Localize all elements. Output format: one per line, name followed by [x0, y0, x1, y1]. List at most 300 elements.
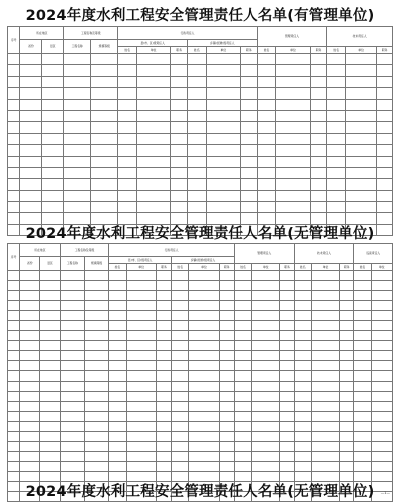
table-cell [234, 411, 251, 421]
table-cell [257, 54, 276, 65]
table-cell [234, 301, 251, 311]
table-cell [294, 371, 311, 381]
table-cell [346, 122, 377, 133]
table-cell [20, 291, 40, 301]
table-cell [84, 451, 108, 461]
table-cell [280, 271, 294, 281]
table-cell [327, 54, 346, 65]
table-cell [91, 133, 118, 144]
table-cell [60, 311, 84, 321]
table-row [8, 76, 393, 87]
table-cell [126, 371, 156, 381]
table-cell [137, 122, 171, 133]
table-cell [171, 156, 188, 167]
table-cell [346, 65, 377, 76]
table-cell [219, 331, 234, 341]
table-cell [109, 431, 126, 441]
table-cell [171, 133, 188, 144]
table-cell [371, 421, 392, 431]
table-row [8, 411, 393, 421]
table-cell [280, 361, 294, 371]
table-cell [60, 271, 84, 281]
table-cell [327, 99, 346, 110]
table-row [8, 65, 393, 76]
table-cell [311, 351, 339, 361]
table-cell [60, 361, 84, 371]
table-cell [171, 145, 188, 156]
table-cell [187, 145, 206, 156]
table-cell [234, 281, 251, 291]
table-cell [377, 190, 393, 201]
table-cell [84, 281, 108, 291]
table-cell [118, 88, 137, 99]
table-cell [346, 167, 377, 178]
table-cell [234, 381, 251, 391]
header-admin-group: 行政责任人 [118, 27, 257, 40]
table-cell [64, 99, 91, 110]
table-cell [91, 179, 118, 190]
table-cell [311, 371, 339, 381]
table-cell [109, 351, 126, 361]
table-cell [64, 65, 91, 76]
table-cell [64, 179, 91, 190]
table-cell [8, 291, 20, 301]
table-row [8, 156, 393, 167]
table-cell [276, 54, 310, 65]
table-cell [42, 99, 64, 110]
table-cell [276, 133, 310, 144]
table-cell [371, 391, 392, 401]
header-unit: 单位 [311, 264, 339, 271]
header-unit: 单位 [189, 264, 219, 271]
table-cell [109, 271, 126, 281]
table-cell [42, 156, 64, 167]
table-cell [346, 54, 377, 65]
table-cell [40, 441, 60, 451]
table-cell [91, 122, 118, 133]
table-cell [109, 321, 126, 331]
table-cell [280, 381, 294, 391]
table-cell [234, 271, 251, 281]
table-cell [20, 202, 42, 213]
table-cell [84, 331, 108, 341]
table-row [8, 301, 393, 311]
table-cell [60, 341, 84, 351]
table-cell [257, 122, 276, 133]
table-cell [189, 441, 219, 451]
table-cell [276, 190, 310, 201]
table-cell [118, 179, 137, 190]
table-cell [20, 156, 42, 167]
table-cell [126, 461, 156, 471]
table-cell [234, 331, 251, 341]
table-cell [219, 271, 234, 281]
table-cell [219, 441, 234, 451]
table-cell [311, 381, 339, 391]
table-cell [20, 271, 40, 281]
table-cell [189, 361, 219, 371]
table-cell [20, 65, 42, 76]
table-cell [84, 301, 108, 311]
table-cell [171, 190, 188, 201]
table-cell [241, 99, 258, 110]
table-cell [354, 371, 371, 381]
table-cell [20, 311, 40, 321]
table-cell [310, 54, 327, 65]
table-cell [280, 411, 294, 421]
table-cell [377, 122, 393, 133]
table-cell [346, 145, 377, 156]
table-cell [109, 461, 126, 471]
table-cell [371, 361, 392, 371]
section2-table [7, 243, 393, 502]
table-cell [257, 76, 276, 87]
table-cell [8, 202, 20, 213]
table-cell [20, 371, 40, 381]
table-cell [60, 381, 84, 391]
table-cell [156, 311, 171, 321]
table-cell [377, 156, 393, 167]
table-cell [294, 301, 311, 311]
table-cell [109, 381, 126, 391]
table-cell [327, 110, 346, 121]
table-cell [206, 179, 240, 190]
table-cell [340, 351, 354, 361]
table-cell [346, 110, 377, 121]
table-cell [241, 54, 258, 65]
table-cell [156, 391, 171, 401]
table-cell [346, 179, 377, 190]
table-cell [109, 441, 126, 451]
table-cell [42, 167, 64, 178]
table-cell [294, 311, 311, 321]
table-row [8, 401, 393, 411]
table-row [8, 167, 393, 178]
table-cell [311, 391, 339, 401]
table-cell [294, 281, 311, 291]
table-cell [8, 371, 20, 381]
table-cell [252, 341, 280, 351]
table-cell [340, 371, 354, 381]
table-cell [234, 441, 251, 451]
table-cell [84, 461, 108, 471]
table-cell [8, 156, 20, 167]
table-cell [327, 190, 346, 201]
table-cell [126, 271, 156, 281]
table-cell [172, 391, 189, 401]
table-cell [156, 321, 171, 331]
table-cell [377, 99, 393, 110]
table-cell [126, 451, 156, 461]
table-cell [118, 65, 137, 76]
table-cell [40, 401, 60, 411]
table-cell [377, 65, 393, 76]
table-cell [257, 110, 276, 121]
table-cell [280, 401, 294, 411]
table-cell [276, 179, 310, 190]
table-cell [60, 421, 84, 431]
table-cell [371, 331, 392, 341]
table-cell [156, 441, 171, 451]
table-cell [91, 54, 118, 65]
table-cell [206, 65, 240, 76]
table-cell [84, 381, 108, 391]
header-region: 所在地区 [20, 27, 64, 40]
table-cell [280, 421, 294, 431]
table-cell [340, 361, 354, 371]
table-cell [8, 411, 20, 421]
table-cell [189, 391, 219, 401]
table-cell [276, 76, 310, 87]
table-cell [280, 451, 294, 461]
table-cell [280, 391, 294, 401]
table-cell [64, 190, 91, 201]
table-row [8, 381, 393, 391]
table-cell [340, 421, 354, 431]
table-cell [172, 401, 189, 411]
table-cell [42, 110, 64, 121]
table-cell [294, 411, 311, 421]
table-cell [257, 145, 276, 156]
table-cell [156, 301, 171, 311]
table-cell [276, 167, 310, 178]
table-cell [171, 110, 188, 121]
table-cell [354, 341, 371, 351]
table-cell [340, 331, 354, 341]
table-cell [340, 311, 354, 321]
table-cell [20, 133, 42, 144]
header-unit: 单位 [137, 47, 171, 54]
table-row [8, 351, 393, 361]
table-cell [20, 461, 40, 471]
table-cell [241, 65, 258, 76]
table-cell [377, 110, 393, 121]
table-cell [257, 156, 276, 167]
header-city: 县区 [42, 40, 64, 54]
table-cell [137, 190, 171, 201]
table-cell [354, 311, 371, 321]
header-post: 职务 [340, 264, 354, 271]
table-cell [84, 321, 108, 331]
header-post: 职务 [377, 47, 393, 54]
table-cell [294, 391, 311, 401]
table-cell [252, 431, 280, 441]
table-cell [109, 331, 126, 341]
table-cell [64, 122, 91, 133]
table-cell [8, 451, 20, 461]
table-cell [172, 331, 189, 341]
table-cell [234, 321, 251, 331]
table-cell [189, 401, 219, 411]
table-cell [118, 76, 137, 87]
table-cell [137, 156, 171, 167]
table-cell [219, 291, 234, 301]
table-cell [172, 281, 189, 291]
table-cell [64, 54, 91, 65]
table-cell [109, 301, 126, 311]
table-cell [294, 331, 311, 341]
table-cell [187, 167, 206, 178]
table-cell [252, 331, 280, 341]
table-cell [189, 411, 219, 421]
table-cell [310, 76, 327, 87]
table-cell [40, 351, 60, 361]
table-cell [118, 54, 137, 65]
header-admin-group: 行政责任人 [109, 244, 235, 257]
table-cell [60, 371, 84, 381]
table-cell [257, 99, 276, 110]
table-cell [109, 341, 126, 351]
table-cell [8, 76, 20, 87]
table-cell [371, 441, 392, 451]
table-cell [42, 122, 64, 133]
table-cell [91, 145, 118, 156]
table-row [8, 110, 393, 121]
header-patrol-group: 巡查责任人 [354, 244, 393, 264]
table-cell [91, 110, 118, 121]
table-cell [156, 421, 171, 431]
table-cell [8, 331, 20, 341]
table-cell [156, 271, 171, 281]
table-cell [377, 167, 393, 178]
table-cell [219, 461, 234, 471]
table-cell [257, 167, 276, 178]
table-cell [280, 441, 294, 451]
table-row [8, 441, 393, 451]
table-cell [219, 401, 234, 411]
table-row [8, 99, 393, 110]
table-cell [234, 421, 251, 431]
header-region: 所在地区 [20, 244, 61, 257]
table-cell [294, 451, 311, 461]
table-cell [371, 271, 392, 281]
table-cell [126, 381, 156, 391]
table-cell [156, 291, 171, 301]
table-cell [126, 311, 156, 321]
table-cell [8, 321, 20, 331]
table-cell [377, 76, 393, 87]
section1-title: 2024年度水利工程安全管理责任人名单(有管理单位) [25, 8, 375, 24]
table-cell [91, 167, 118, 178]
table-cell [219, 361, 234, 371]
table-cell [187, 76, 206, 87]
table-cell [311, 331, 339, 341]
table-cell [371, 401, 392, 411]
table-cell [8, 301, 20, 311]
table-cell [172, 271, 189, 281]
table-cell [219, 431, 234, 441]
table-cell [8, 110, 20, 121]
table-cell [137, 99, 171, 110]
table-cell [310, 99, 327, 110]
table-cell [60, 391, 84, 401]
header-sub-town: 乡镇(街道)级责任人 [187, 40, 257, 47]
table-cell [118, 167, 137, 178]
table-cell [126, 341, 156, 351]
table-row [8, 88, 393, 99]
table-cell [340, 391, 354, 401]
table-cell [241, 110, 258, 121]
header-unit: 单位 [126, 264, 156, 271]
table-cell [109, 361, 126, 371]
table-cell [354, 431, 371, 441]
section2-table-body [8, 271, 393, 502]
table-cell [354, 351, 371, 361]
header-pname: 工程名称 [64, 40, 91, 54]
table-cell [206, 54, 240, 65]
table-cell [241, 190, 258, 201]
table-cell [20, 88, 42, 99]
table-cell [354, 441, 371, 451]
table-cell [294, 421, 311, 431]
header-unit: 单位 [252, 264, 280, 271]
table-cell [371, 351, 392, 361]
table-cell [156, 401, 171, 411]
table-cell [189, 431, 219, 441]
table-cell [137, 145, 171, 156]
table-cell [118, 190, 137, 201]
table-cell [346, 88, 377, 99]
header-name: 姓名 [172, 264, 189, 271]
table-cell [311, 441, 339, 451]
table-cell [280, 301, 294, 311]
table-cell [257, 179, 276, 190]
table-cell [91, 76, 118, 87]
table-cell [206, 145, 240, 156]
table-cell [20, 381, 40, 391]
table-cell [8, 54, 20, 65]
table-cell [60, 451, 84, 461]
table-cell [206, 202, 240, 213]
table-cell [189, 381, 219, 391]
table-cell [340, 441, 354, 451]
table-cell [252, 361, 280, 371]
table-cell [346, 76, 377, 87]
table-cell [354, 401, 371, 411]
table-cell [20, 361, 40, 371]
table-cell [294, 401, 311, 411]
table-cell [354, 331, 371, 341]
table-row [8, 451, 393, 461]
table-cell [60, 301, 84, 311]
table-cell [346, 156, 377, 167]
table-cell [252, 321, 280, 331]
table-cell [84, 411, 108, 421]
table-cell [187, 54, 206, 65]
table-cell [8, 122, 20, 133]
header-name: 姓名 [109, 264, 126, 271]
section2-title: 2024年度水利工程安全管理责任人名单(无管理单位) [25, 226, 375, 242]
table-cell [189, 271, 219, 281]
table-cell [354, 301, 371, 311]
table-row [8, 122, 393, 133]
header-project: 工程名称及等级 [64, 27, 118, 40]
table-cell [118, 110, 137, 121]
table-row [8, 371, 393, 381]
table-cell [189, 461, 219, 471]
table-cell [156, 451, 171, 461]
table-cell [40, 271, 60, 281]
table-cell [109, 371, 126, 381]
table-cell [371, 321, 392, 331]
header-name: 姓名 [234, 264, 251, 271]
table-cell [276, 65, 310, 76]
table-cell [252, 411, 280, 421]
header-post: 职务 [310, 47, 327, 54]
table-cell [40, 341, 60, 351]
header-sub-county: 县(市、区)级责任人 [109, 257, 172, 264]
table-cell [20, 167, 42, 178]
